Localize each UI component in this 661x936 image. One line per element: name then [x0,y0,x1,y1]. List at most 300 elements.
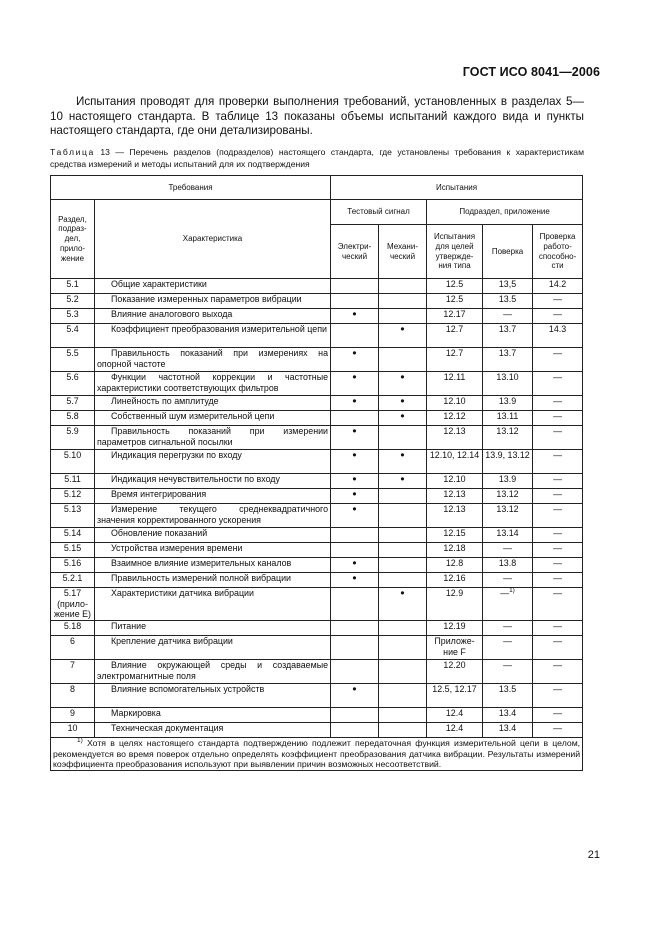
header-characteristic: Характеристика [95,200,331,279]
row-type-approval-text: 12.10 [443,474,466,484]
row-verification-text: 13.4 [498,708,517,718]
row-mechanic-mark-text: • [400,322,405,336]
row-type-approval [427,504,483,528]
row-verification-text: 13.4 [498,723,517,733]
row-verification-text: 13.11 [496,411,519,421]
row-operability-check-text: — [553,348,562,358]
row-section-text: 8 [70,684,75,694]
row-mechanic-mark [379,528,427,543]
caption-text: 13 — Перечень разделов (подразделов) настоящего стандарта, где установлены требования к характеристикам средства измерений и методы испытаний для их подтверждения [50,147,584,169]
row-mechanic-mark [379,489,427,504]
row-characteristic [95,324,331,348]
row-verification [483,279,533,294]
row-section [51,588,95,621]
row-characteristic-text: Правильность показаний при измерениях на опорной частоте [97,348,329,369]
table-caption [50,146,584,170]
row-section [51,309,95,324]
row-type-approval-text: 12.15 [443,528,466,538]
row-type-approval-text: 12.5, 12.17 [432,684,477,694]
row-characteristic-text: Маркировка [111,708,161,718]
row-mechanic-mark [379,636,427,660]
row-characteristic-text: Устройства измерения времени [111,543,243,553]
row-operability-check-text: — [553,684,562,694]
row-operability-check-text: — [553,504,562,514]
table-row [51,528,583,543]
row-electric-mark [331,324,379,348]
row-verification [483,573,533,588]
row-operability-check [533,588,583,621]
row-section-text: 5.5 [66,348,79,358]
row-operability-check [533,348,583,372]
row-section-text: 5.15 [63,543,82,553]
row-mechanic-mark [379,588,427,621]
row-type-approval-text: 12.11 [443,372,466,382]
row-type-approval [427,489,483,504]
header-electric: Электри-ческий [331,225,379,279]
header-tests: Испытания [331,176,583,200]
header-verification: Поверка [483,225,533,279]
row-verification-text: 13.8 [498,558,517,568]
row-section-text: 5.10 [63,450,82,460]
row-section [51,573,95,588]
row-characteristic-text: Индикация перегрузки по входу [111,450,242,460]
row-characteristic [95,543,331,558]
row-type-approval-text: 12.13 [443,504,466,514]
row-type-approval [427,708,483,723]
row-operability-check-text: — [553,474,562,484]
row-operability-check-text: — [553,489,562,499]
table-footnote [51,738,583,771]
page-number: 21 [587,849,600,861]
row-type-approval-text: 12.18 [443,543,466,553]
row-type-approval [427,279,483,294]
row-characteristic-text: Индикация нечувствительности по входу [111,474,280,484]
row-mechanic-mark [379,474,427,489]
row-section [51,504,95,528]
row-verification-text: — [503,621,512,631]
row-characteristic [95,450,331,474]
row-electric-mark [331,348,379,372]
table-row [51,450,583,474]
row-mechanic-mark [379,348,427,372]
row-section-text: 10 [67,723,78,733]
row-verification [483,558,533,573]
row-type-approval-text: 12.7 [445,324,464,334]
row-section [51,489,95,504]
row-operability-check [533,309,583,324]
row-mechanic-mark [379,543,427,558]
row-characteristic [95,504,331,528]
row-characteristic-text: Правильность показаний при измерении параметров сигнальной посылки [97,426,329,447]
row-characteristic [95,558,331,573]
row-type-approval-text: 12.16 [443,573,466,583]
row-section [51,474,95,489]
table-row [51,723,583,738]
row-type-approval [427,426,483,450]
row-verification [483,324,533,348]
row-verification [483,588,533,621]
row-operability-check [533,411,583,426]
table-row [51,621,583,636]
table-row [51,504,583,528]
row-operability-check-text: 14.2 [548,279,567,289]
footnote-reference: 1) [509,587,515,595]
row-electric-mark [331,426,379,450]
table-row [51,573,583,588]
row-operability-check [533,294,583,309]
row-section-text: 5.16 [63,558,82,568]
row-electric-mark-text: • [352,556,357,570]
row-electric-mark [331,309,379,324]
row-type-approval [427,309,483,324]
row-operability-check-text: — [553,723,562,733]
row-operability-check [533,573,583,588]
row-electric-mark-text: • [352,370,357,384]
row-mechanic-mark [379,324,427,348]
row-section [51,324,95,348]
table-row [51,426,583,450]
row-type-approval [427,450,483,474]
row-characteristic [95,489,331,504]
row-electric-mark-text: • [352,472,357,486]
row-electric-mark-text: • [352,424,357,438]
row-operability-check-text: — [553,309,562,319]
row-section-text: 5.4 [66,324,79,334]
row-operability-check-text: — [553,708,562,718]
table-row [51,558,583,573]
row-type-approval-text: 12.13 [443,489,466,499]
row-type-approval [427,660,483,684]
row-electric-mark-text: • [352,448,357,462]
table-row [51,684,583,708]
row-characteristic-text: Характеристики датчика вибрации [111,588,254,598]
row-section-text: 5.14 [63,528,82,538]
row-characteristic [95,528,331,543]
row-section [51,411,95,426]
table-row [51,372,583,396]
row-characteristic-text: Собственный шум измерительной цепи [111,411,275,421]
row-electric-mark [331,588,379,621]
row-section-text: 5.1 [66,279,79,289]
row-electric-mark-text: • [352,307,357,321]
row-type-approval-text: 12.19 [443,621,466,631]
row-verification [483,504,533,528]
row-mechanic-mark [379,660,427,684]
header-requirements: Требования [51,176,331,200]
row-characteristic [95,621,331,636]
row-mechanic-mark-text: • [400,394,405,408]
row-verification-text: 13,5 [498,279,517,289]
row-operability-check-text: — [553,636,562,646]
row-characteristic [95,660,331,684]
row-type-approval-text: 12.4 [445,723,464,733]
row-characteristic [95,723,331,738]
footnote-marker: 1) [77,737,83,745]
row-operability-check [533,636,583,660]
row-verification [483,372,533,396]
header-type-approval: Испытания для целей утвержде-ния типа [427,225,483,279]
row-type-approval [427,588,483,621]
row-verification [483,411,533,426]
row-characteristic-text: Питание [111,621,147,631]
row-characteristic [95,588,331,621]
row-characteristic [95,474,331,489]
row-section-text: 5.6 [66,372,79,382]
row-operability-check-text: — [553,396,562,406]
row-operability-check-text: — [553,660,562,670]
row-verification [483,309,533,324]
row-characteristic-text: Влияние вспомогательных устройств [111,684,265,694]
caption-label: Таблица [50,147,95,157]
table-row [51,543,583,558]
row-verification [483,723,533,738]
row-section-text: 5.3 [66,309,79,319]
row-verification [483,396,533,411]
row-electric-mark-text: • [352,346,357,360]
row-verification-text: 13.9, 13.12 [485,450,530,460]
row-characteristic [95,279,331,294]
row-electric-mark [331,504,379,528]
row-section [51,396,95,411]
footnote-text: Хотя в целях настоящего стандарта подтверждению подлежит передаточная функция измерительной цепи в целом, рекомендуется во время поверок отдельно определять коэффициент преобразования датчика вибрации. Результаты измерений коэффициента преобразования используют при выявлении причин возможных несоответствий. [53,738,581,770]
row-mechanic-mark [379,279,427,294]
row-verification [483,528,533,543]
row-mechanic-mark-text: • [400,409,405,423]
row-operability-check-text: — [553,411,562,421]
row-verification-text: 13.9 [498,474,517,484]
row-electric-mark [331,396,379,411]
row-verification [483,426,533,450]
row-characteristic [95,396,331,411]
row-characteristic-text: Измерение текущего среднеквадратичного значения корректированного ускорения [97,504,329,525]
table-row [51,324,583,348]
table-row [51,411,583,426]
row-characteristic-text: Линейность по амплитуде [111,396,219,406]
row-operability-check-text: — [553,294,562,304]
row-mechanic-mark [379,708,427,723]
row-mechanic-mark [379,558,427,573]
row-operability-check [533,543,583,558]
row-verification-text: 13.12 [496,489,519,499]
table-row [51,636,583,660]
header-subsection: Подраздел, приложение [427,200,583,225]
row-characteristic [95,372,331,396]
row-operability-check-text: — [553,573,562,583]
row-characteristic-text: Взаимное влияние измерительных каналов [111,558,292,568]
row-verification-text: — [500,588,510,598]
table-row [51,474,583,489]
row-section-text: 5.2 [66,294,79,304]
row-characteristic-text: Правильность измерений полной вибрации [111,573,291,583]
header-test-signal: Тестовый сигнал [331,200,427,225]
row-type-approval [427,543,483,558]
row-mechanic-mark [379,621,427,636]
row-section-text: 5.18 [63,621,82,631]
row-mechanic-mark-text: • [400,586,405,600]
row-electric-mark-text: • [352,682,357,696]
row-type-approval-text: 12.12 [443,411,466,421]
row-verification [483,474,533,489]
row-electric-mark [331,684,379,708]
table-body [51,279,583,738]
row-characteristic [95,309,331,324]
row-electric-mark [331,660,379,684]
row-section-text: 5.13 [63,504,82,514]
row-mechanic-mark [379,723,427,738]
row-operability-check [533,660,583,684]
row-type-approval [427,411,483,426]
row-mechanic-mark [379,450,427,474]
row-section [51,279,95,294]
row-characteristic [95,426,331,450]
row-operability-check [533,489,583,504]
row-type-approval [427,528,483,543]
row-section [51,294,95,309]
row-operability-check [533,684,583,708]
row-mechanic-mark [379,426,427,450]
row-electric-mark [331,372,379,396]
table-row [51,396,583,411]
row-type-approval-text: 12.13 [443,426,466,436]
row-type-approval-text: 12.10 [443,396,466,406]
row-section-text: 5.17 (прило-жение Е) [53,588,91,620]
row-verification [483,708,533,723]
row-operability-check [533,450,583,474]
row-section [51,708,95,723]
row-type-approval [427,723,483,738]
table-row [51,708,583,723]
row-verification-text: 13.10 [496,372,519,382]
row-characteristic [95,636,331,660]
row-section [51,684,95,708]
row-type-approval [427,474,483,489]
row-type-approval-text: 12.8 [445,558,464,568]
row-section [51,372,95,396]
row-verification-text: 13.12 [496,426,519,436]
row-characteristic [95,294,331,309]
row-mechanic-mark [379,411,427,426]
row-operability-check [533,396,583,411]
row-verification-text: 13.5 [498,294,517,304]
row-operability-check [533,279,583,294]
row-section-text: 5.12 [63,489,82,499]
row-operability-check [533,372,583,396]
row-operability-check-text: — [553,372,562,382]
row-type-approval [427,294,483,309]
row-section-text: 5.2.1 [62,573,83,583]
row-type-approval-text: 12.10, 12.14 [429,450,480,460]
row-electric-mark [331,723,379,738]
row-section-text: 5.7 [66,396,79,406]
row-operability-check [533,723,583,738]
row-characteristic-text: Влияние окружающей среды и создаваемые электромагнитные поля [97,660,329,681]
row-section [51,558,95,573]
standard-designation: ГОСТ ИСО 8041—2006 [462,65,600,79]
row-type-approval [427,621,483,636]
row-section-text: 7 [70,660,75,670]
requirements-table [50,175,583,771]
row-verification-text: 13.5 [498,684,517,694]
row-verification [483,489,533,504]
row-verification-text: — [503,660,512,670]
row-verification-text: — [503,573,512,583]
row-characteristic [95,684,331,708]
row-verification-text: 13.12 [496,504,519,514]
row-operability-check [533,426,583,450]
row-electric-mark [331,708,379,723]
row-characteristic [95,348,331,372]
row-verification-text: — [503,543,512,553]
row-verification [483,636,533,660]
row-section-text: 6 [70,636,75,646]
row-operability-check [533,504,583,528]
row-type-approval [427,573,483,588]
row-electric-mark [331,621,379,636]
row-type-approval-text: Приложе-ние F [434,636,475,657]
table-row [51,588,583,621]
row-type-approval-text: 12.5 [445,279,464,289]
table-row [51,279,583,294]
row-mechanic-mark-text: • [400,472,405,486]
row-verification-text: 13.7 [498,348,517,358]
row-type-approval-text: 12.5 [445,294,464,304]
header-section: Раздел, подраз-дел, прило-жение [51,200,95,279]
row-electric-mark-text: • [352,394,357,408]
row-operability-check-text: — [553,558,562,568]
row-operability-check-text: 14.3 [548,324,567,334]
row-verification [483,450,533,474]
row-characteristic [95,573,331,588]
row-characteristic-text: Общие характеристики [111,279,207,289]
row-verification [483,684,533,708]
row-mechanic-mark-text: • [400,370,405,384]
row-section-text: 5.11 [64,474,81,484]
row-type-approval-text: 12.20 [443,660,466,670]
table-row [51,294,583,309]
row-verification-text: — [503,309,512,319]
row-type-approval-text: 12.17 [443,309,466,319]
row-operability-check [533,558,583,573]
row-mechanic-mark [379,294,427,309]
row-operability-check-text: — [553,426,562,436]
row-type-approval-text: 12.4 [445,708,464,718]
row-type-approval [427,558,483,573]
row-operability-check [533,621,583,636]
row-verification [483,348,533,372]
row-type-approval [427,348,483,372]
row-characteristic-text: Время интегрирования [111,489,207,499]
row-electric-mark-text: • [352,487,357,501]
row-verification [483,294,533,309]
row-mechanic-mark [379,504,427,528]
row-section [51,636,95,660]
row-verification [483,660,533,684]
row-characteristic-text: Техническая документация [111,723,224,733]
row-section [51,543,95,558]
row-verification-text: 13.14 [496,528,519,538]
row-characteristic-text: Коэффициент преобразования измерительной цепи [111,324,327,334]
row-operability-check [533,474,583,489]
row-electric-mark-text: • [352,502,357,516]
row-operability-check-text: — [553,588,562,598]
row-characteristic-text: Обновление показаний [111,528,208,538]
row-operability-check-text: — [553,543,562,553]
table-row [51,309,583,324]
row-verification-text: 13.7 [498,324,517,334]
header-operability-check: Проверка работо-способно-сти [533,225,583,279]
row-verification [483,621,533,636]
table-row [51,489,583,504]
